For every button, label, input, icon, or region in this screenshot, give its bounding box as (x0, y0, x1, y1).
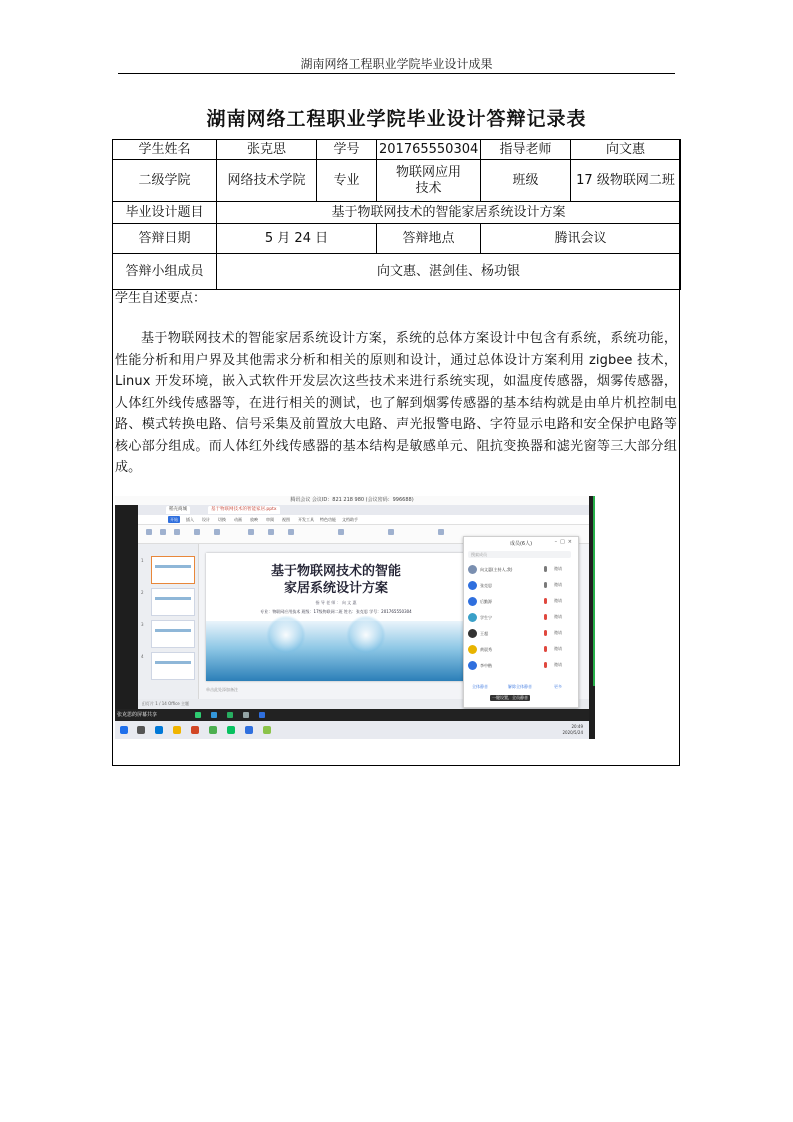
tencent-meeting-icon[interactable] (245, 726, 253, 734)
windows-start-icon[interactable] (120, 726, 128, 734)
thumbnail-1[interactable] (151, 556, 195, 584)
microphone-icon[interactable] (544, 582, 547, 588)
avatar (468, 661, 477, 670)
tab-pptx[interactable]: 基于物联网技术的智能家居.pptx (208, 506, 280, 514)
microphone-icon[interactable] (544, 566, 547, 572)
members-title: 成员(6人) (509, 541, 533, 547)
tab-docer[interactable]: 稻壳商城 (166, 506, 190, 514)
panel-label: 答辩小组成员 (113, 254, 217, 290)
table-row (113, 140, 681, 160)
microphone-icon[interactable] (544, 614, 547, 620)
avatar (468, 613, 477, 622)
more-button[interactable]: 更多 (554, 684, 562, 689)
menu-design[interactable]: 设计 (202, 517, 210, 522)
windows-taskbar (115, 721, 589, 739)
microphone-icon[interactable] (544, 598, 547, 604)
member-action[interactable]: 邀请 (554, 566, 562, 571)
new-slide-icon[interactable] (194, 529, 200, 535)
slide-title-line-1: 基于物联网技术的智能 (270, 564, 401, 579)
slide-title-line-2: 家居系统设计方案 (283, 581, 388, 596)
document-title: 湖南网络工程职业学院毕业设计答辩记录表 (206, 108, 587, 130)
class-value: 17 级物联网二班 (571, 160, 681, 202)
member-row[interactable] (468, 612, 576, 624)
splash-highlight (346, 615, 386, 655)
avatar (468, 565, 477, 574)
unmute-all-button[interactable]: 解除全体静音 (508, 684, 532, 689)
thumbnail-3[interactable] (151, 620, 195, 648)
member-name: 后勤源 (480, 599, 492, 604)
mute-all-button[interactable]: 全体静音 (472, 684, 488, 689)
member-row[interactable] (468, 596, 576, 608)
thumbnail-4[interactable] (151, 652, 195, 680)
edge-icon[interactable] (155, 726, 163, 734)
date-label: 答辩日期 (113, 224, 217, 254)
major-value: 物联网应用技术 (377, 160, 481, 202)
avatar (468, 581, 477, 590)
location-value: 腾讯会议 (481, 224, 681, 254)
member-name: 黄晨秀 (480, 647, 492, 652)
slide-student-info: 专业：物联网应用技术 班级：17级物联网二班 姓名：张克思 学号：201765550304 (260, 609, 412, 614)
member-action[interactable]: 邀请 (554, 582, 562, 587)
menu-doc-assistant[interactable]: 文档助手 (342, 517, 358, 522)
screen-share-strip (115, 709, 589, 721)
menu-insert[interactable]: 插入 (186, 517, 194, 522)
topic-value: 基于物联网技术的智能家居系统设计方案 (217, 202, 681, 224)
menu-slideshow[interactable]: 放映 (250, 517, 258, 522)
members-panel (463, 536, 579, 708)
menu-view[interactable]: 视图 (282, 517, 290, 522)
meeting-screenshot (115, 496, 589, 739)
table-row (113, 202, 681, 224)
cut-icon[interactable] (160, 529, 166, 535)
student-name-label: 学生姓名 (113, 140, 217, 160)
mic-icon[interactable] (195, 712, 201, 718)
align-icon[interactable] (338, 529, 344, 535)
member-action[interactable]: 邀请 (554, 614, 562, 619)
member-action[interactable]: 邀请 (554, 598, 562, 603)
slide-title (206, 563, 466, 597)
slide-canvas[interactable] (206, 553, 466, 681)
thumbnail-number: 2 (141, 590, 144, 595)
slide-thumbnails (138, 544, 199, 700)
layout-icon[interactable] (214, 529, 220, 535)
member-name: 张克思 (480, 583, 492, 588)
clock-date: 2020/5/24 (562, 730, 583, 735)
menu-home[interactable]: 开始 (170, 517, 178, 522)
member-name: 李中楷 (480, 663, 492, 668)
shape-icon[interactable] (388, 529, 394, 535)
member-action[interactable]: 邀请 (554, 662, 562, 667)
self-statement (115, 290, 677, 479)
italic-icon[interactable] (288, 529, 294, 535)
self-statement-label: 学生自述要点： (115, 291, 207, 306)
thumbnail-number: 3 (141, 622, 144, 627)
members-icon[interactable] (243, 712, 249, 718)
member-name: 向文惠(主持人,我) (480, 567, 513, 572)
member-row[interactable] (468, 580, 576, 592)
advisor-label: 指导老师 (481, 140, 571, 160)
date-value: 5 月 24 日 (217, 224, 377, 254)
member-action[interactable]: 邀请 (554, 646, 562, 651)
app-menu-bar (138, 515, 589, 525)
menu-devtools[interactable]: 开发工具 (298, 517, 314, 522)
avatar (468, 597, 477, 606)
header-rule (118, 73, 675, 74)
self-statement-text: 基于物联网技术的智能家居系统设计方案，系统的总体方案设计中包含有系统，系统功能，性能分析和用户界及其他需求分析和相关的原则和设计，通过总体设计方案利用 zigbee 技术，Linux 开发环境，嵌入式软件开发层次这些技术来进行系统实现，如温度传感器，烟雾传感器，人体红外线传感器等，在进行相关的测试，也了解到烟雾传感器的基本结构就是由单片机控制电路、模式转换电路、信号采集及前置放大电路、声光报警电路、字符显示电路和安全保护电路等核心部分组成。而人体红外线传感器的基本结构是敏感单元、阻抗变换器和滤光窗等三大部分组成。 (115, 331, 677, 475)
menu-review[interactable]: 审阅 (266, 517, 274, 522)
table-row (113, 160, 681, 202)
avatar (468, 645, 477, 654)
status-bar: 幻灯片 1 / 14 Office 主题 (138, 699, 589, 709)
page-header: 湖南网络工程职业学院毕业设计成果 (300, 57, 493, 71)
mute-hint-tooltip: 一键设置，全员静音 (492, 695, 528, 700)
screen-share-label: 张克思的屏幕共享 (117, 712, 158, 718)
location-label: 答辩地点 (377, 224, 481, 254)
microphone-icon[interactable] (544, 646, 547, 652)
chrome-icon[interactable] (209, 726, 217, 734)
college-label: 二级学院 (113, 160, 217, 202)
share-icon[interactable] (227, 712, 233, 718)
defense-record-table (112, 139, 681, 290)
font-icon[interactable] (248, 529, 254, 535)
members-search-input[interactable]: 搜索成员 (468, 551, 571, 558)
water-splash-image (206, 621, 466, 681)
thumbnail-2[interactable] (151, 588, 195, 616)
taskbar-clock (562, 724, 583, 736)
bold-icon[interactable] (268, 529, 274, 535)
menu-animation[interactable]: 动画 (234, 517, 242, 522)
microphone-icon[interactable] (544, 662, 547, 668)
slide-subtitle: 指 导 老 师 ： 向 文 惠 (315, 600, 357, 605)
menu-transition[interactable]: 切换 (218, 517, 226, 522)
member-name: 王超 (480, 631, 488, 636)
wechat-icon[interactable] (227, 726, 235, 734)
notes-placeholder[interactable]: 单击此处添加备注 (206, 687, 238, 692)
chat-icon[interactable] (259, 712, 265, 718)
avatar (468, 629, 477, 638)
major-label: 专业 (317, 160, 377, 202)
member-action[interactable]: 邀请 (554, 630, 562, 635)
splash-highlight (266, 615, 306, 655)
member-row[interactable] (468, 660, 576, 672)
class-label: 班级 (481, 160, 571, 202)
member-row[interactable] (468, 644, 576, 656)
window-controls-icon[interactable]: –□× (554, 539, 575, 545)
thumbnail-number: 4 (141, 654, 144, 659)
menu-features[interactable]: 特色功能 (320, 517, 336, 522)
wps-icon[interactable] (191, 726, 199, 734)
college-value: 网络技术学院 (217, 160, 317, 202)
topic-label: 毕业设计题目 (113, 202, 217, 224)
student-name-value: 张克思 (217, 140, 317, 160)
microphone-icon[interactable] (544, 630, 547, 636)
app-tab-bar (138, 505, 589, 515)
search-icon[interactable] (137, 726, 145, 734)
member-name: 学生宁 (480, 615, 492, 620)
member-row[interactable] (468, 564, 576, 576)
copy-icon[interactable] (174, 529, 180, 535)
thumbnail-number: 1 (141, 558, 144, 563)
student-id-value: 201765550304 (377, 140, 481, 160)
advisor-value: 向文惠 (571, 140, 681, 160)
folder-icon[interactable] (173, 726, 181, 734)
window-edge-highlight (593, 496, 595, 686)
paste-icon[interactable] (146, 529, 152, 535)
meeting-info-bar: 腾讯会议 会议ID：821 218 980 (会议密码：996688) (115, 496, 589, 505)
app-icon[interactable] (263, 726, 271, 734)
members-actions (468, 684, 576, 692)
table-row (113, 224, 681, 254)
clock-time: 20:49 (571, 724, 583, 729)
find-icon[interactable] (438, 529, 444, 535)
panel-value: 向文惠、湛剑佳、杨功银 (217, 254, 681, 290)
camera-icon[interactable] (211, 712, 217, 718)
member-row[interactable] (468, 628, 576, 640)
student-id-label: 学号 (317, 140, 377, 160)
table-row (113, 254, 681, 290)
